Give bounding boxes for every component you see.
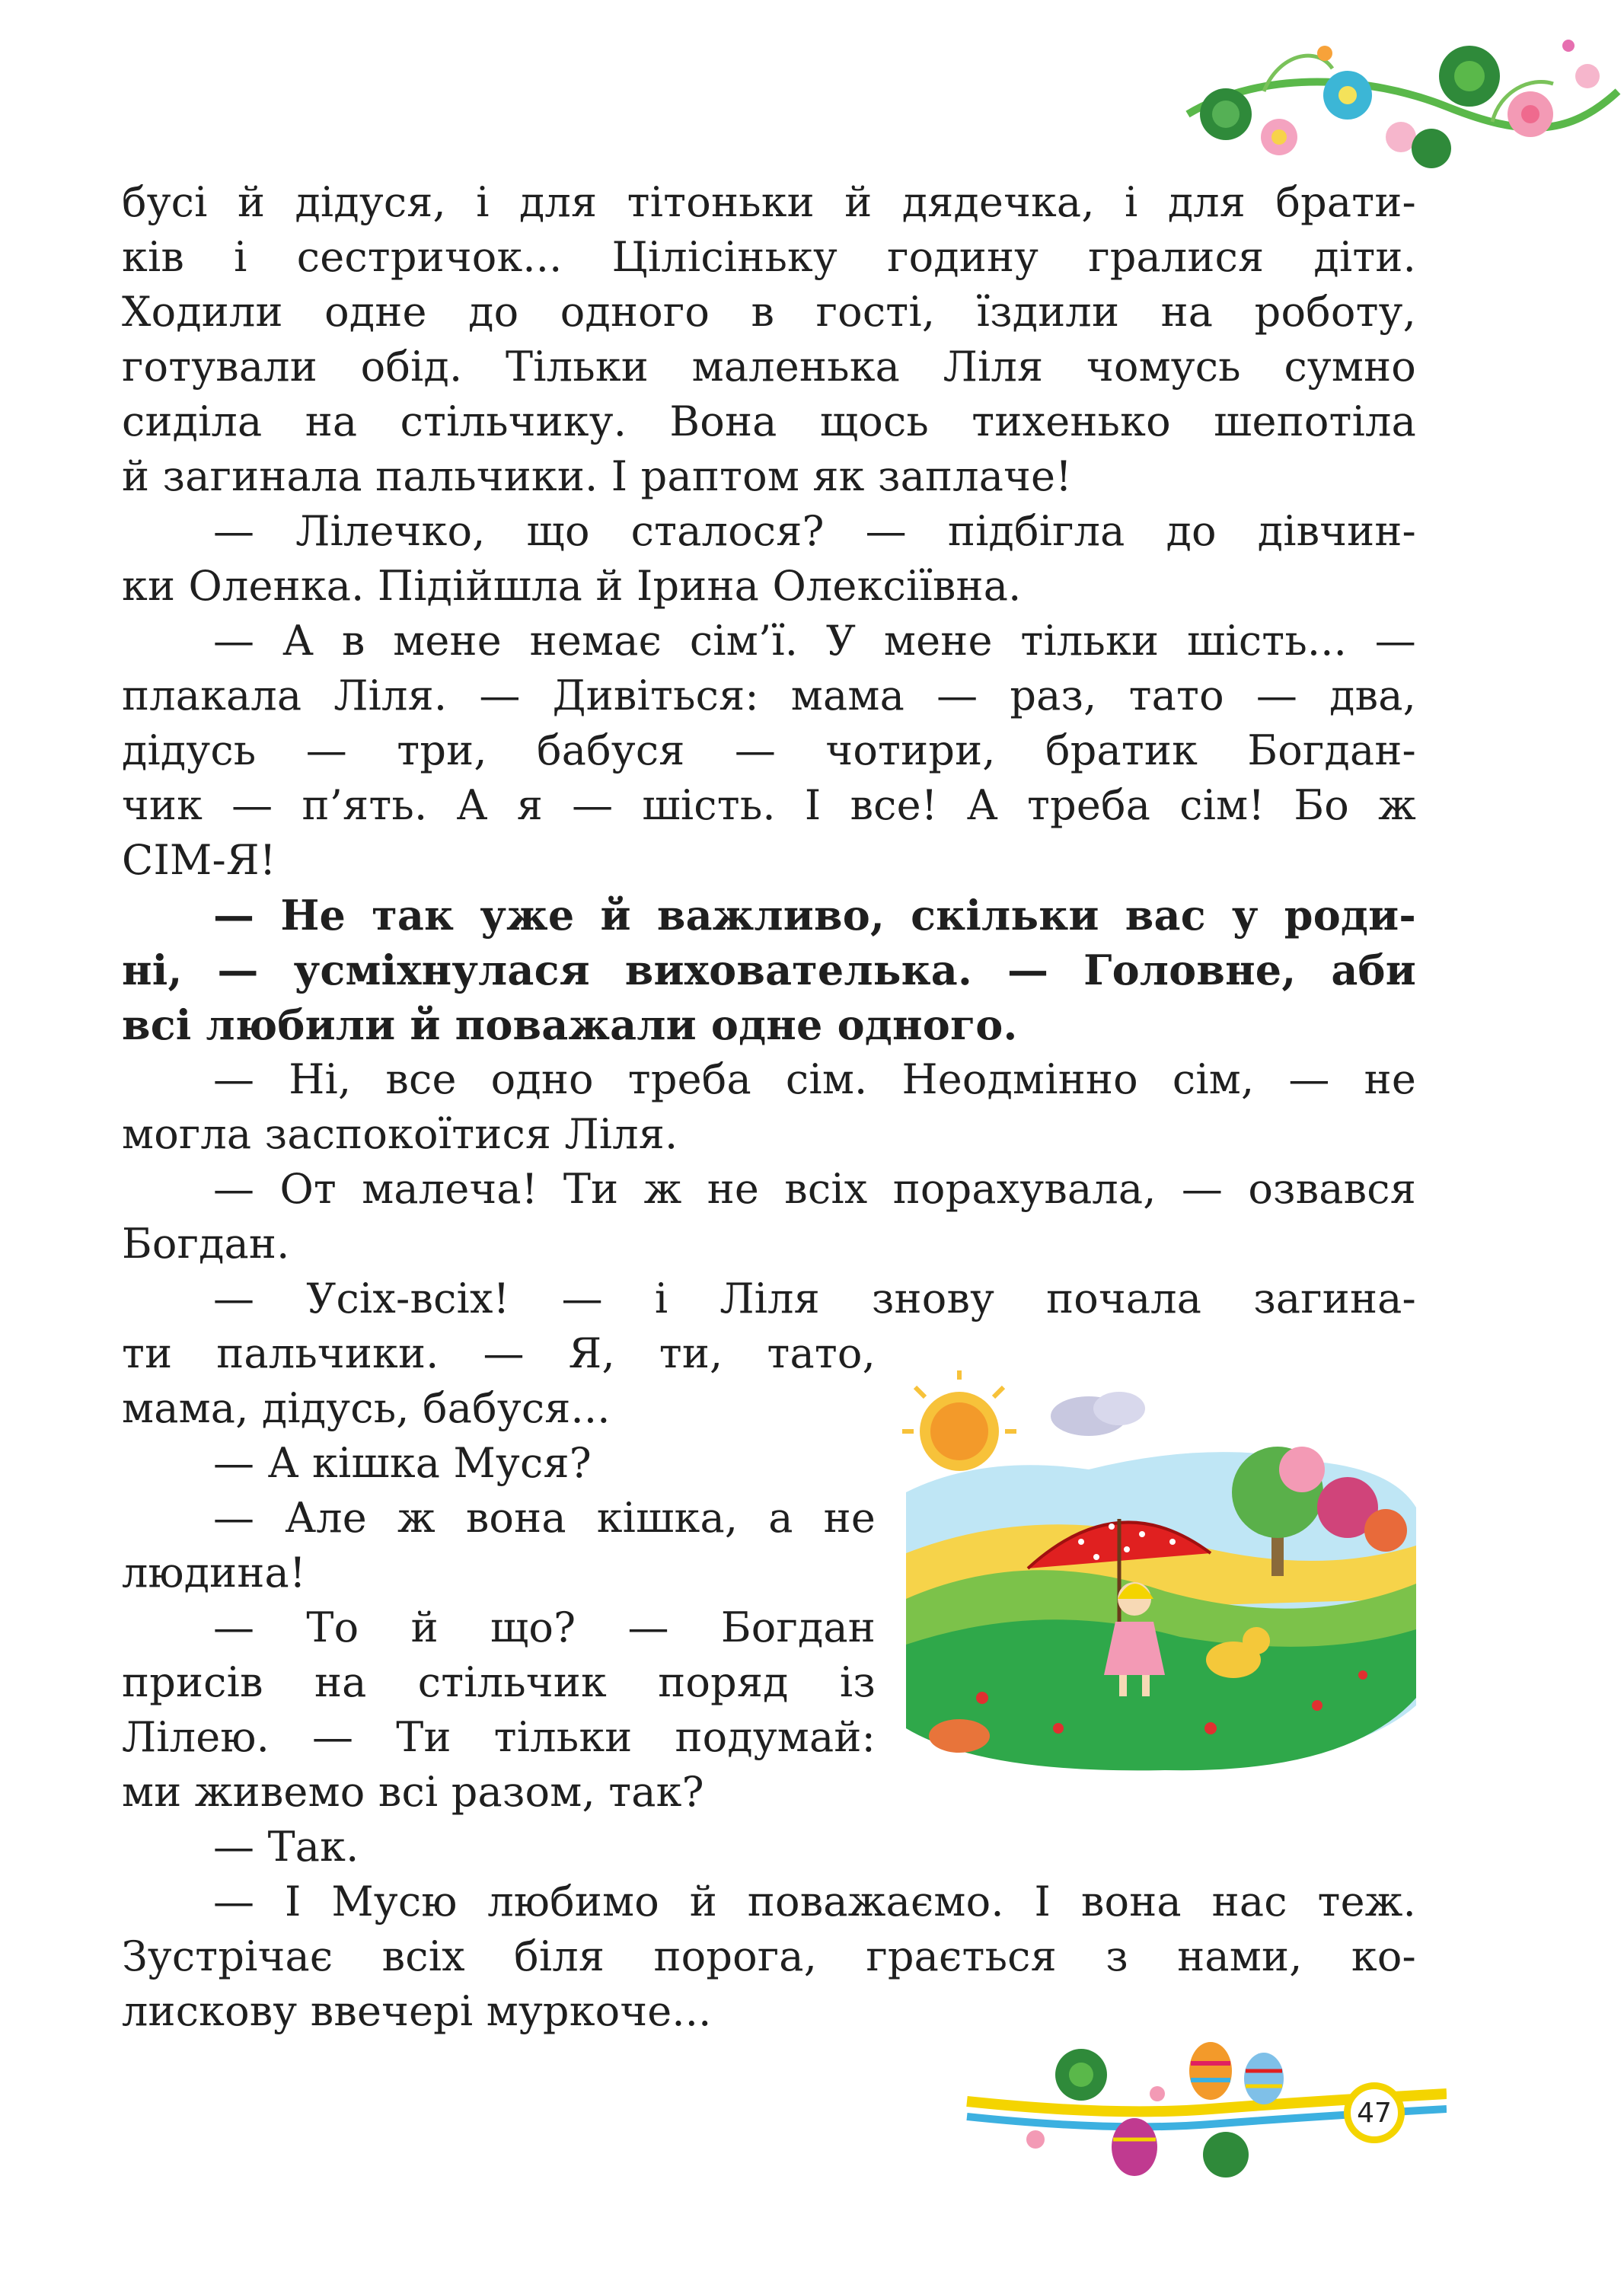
text-line: ків і сестричок... Цілісіньку годину гралися діти. [122, 233, 1416, 281]
text-line: дідусь — три, бабуся — чотири, братик Богдан- [122, 726, 1416, 774]
text-line: — А в мене немає сім’ї. У мене тільки шість... — [213, 617, 1416, 665]
text-line: Богдан. [122, 1220, 290, 1268]
text-line: — То й що? — Богдан [213, 1603, 876, 1651]
text-line: — І Мусю любимо й поважаємо. І вона нас теж. [213, 1878, 1416, 1925]
text-line: — Так. [213, 1823, 359, 1871]
flower-garland-decoration [1173, 23, 1622, 175]
text-line: ми живемо всі разом, так? [122, 1768, 704, 1816]
text-line: всі любили й поважали одне одного. [122, 1000, 1018, 1049]
text-line: бусі й дідуся, і для тітоньки й дядечка, і для брати- [122, 178, 1416, 226]
text-line: — Усіх-всіх! — і Ліля знову почала загина- [213, 1275, 1416, 1322]
text-line: чик — п’ять. А я — шість. І все! А треба сім! Бо ж [122, 781, 1416, 829]
text-line: — Ні, все одно треба сім. Неодмінно сім, — не [213, 1055, 1416, 1103]
text-line: — Але ж вона кішка, а не [213, 1494, 876, 1542]
text-line: готували обід. Тільки маленька Ліля чомусь сумно [122, 343, 1416, 391]
text-line: присів на стільчик поряд із [122, 1658, 876, 1706]
text-line: сиділа на стільчику. Вона щось тихенько шепотіла [122, 397, 1416, 445]
text-line: Лілею. — Ти тільки подумай: [122, 1713, 876, 1761]
text-line: лискову ввечері муркоче... [122, 1987, 712, 2035]
text-line: мама, дідусь, бабуся... [122, 1384, 611, 1432]
text-line: ти пальчики. — Я, ти, тато, [122, 1329, 876, 1377]
text-line: й загинала пальчики. І раптом як заплаче! [122, 452, 1073, 500]
text-line: — От малеча! Ти ж не всіх порахувала, — озвався [213, 1165, 1416, 1213]
text-line: людина! [122, 1549, 306, 1597]
girl-umbrella-illustration [891, 1370, 1424, 1782]
page-number: 47 [1344, 2082, 1405, 2143]
text-line: плакала Ліля. — Дивіться: мама — раз, тато — два, [122, 672, 1416, 719]
text-line: СІМ-Я! [122, 836, 276, 884]
text-line: могла заспокоїтися Ліля. [122, 1110, 678, 1158]
text-line: — Не так уже й важливо, скільки вас у роди- [213, 891, 1416, 940]
text-line: Зустрічає всіх біля порога, грається з нами, ко- [122, 1932, 1416, 1980]
text-line: ні, — усміхнулася вихователька. — Головне, аби [122, 946, 1416, 994]
text-line: — А кішка Муся? [213, 1439, 592, 1487]
text-line: — Лілечко, що сталося? — підбігла до дівчин- [213, 507, 1416, 555]
text-line: Ходили одне до одного в гості, їздили на роботу, [122, 288, 1416, 336]
text-line: ки Оленка. Підійшла й Ірина Олексіївна. [122, 562, 1022, 610]
